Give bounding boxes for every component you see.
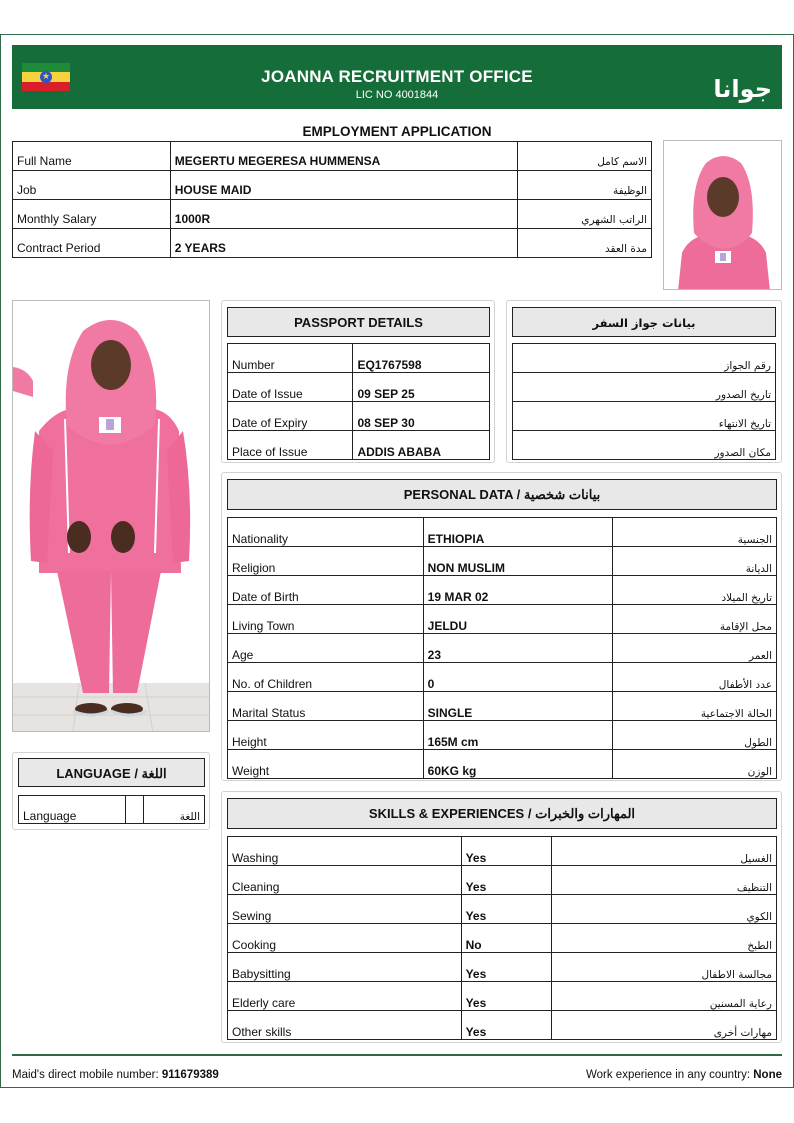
work-experience	[586, 1069, 782, 1081]
field-label-arabic: الاسم كامل	[518, 142, 652, 171]
field-value: 2 YEARS	[170, 229, 517, 258]
skill-label-arabic: مهارات أخرى	[552, 1011, 777, 1040]
table-row	[513, 344, 776, 373]
table-row	[228, 402, 490, 431]
field-label: Weight	[228, 750, 424, 779]
skill-value: Yes	[461, 895, 552, 924]
table-row	[228, 895, 777, 924]
field-label: Monthly Salary	[13, 200, 171, 229]
field-label-arabic: الديانة	[613, 547, 777, 576]
field-label: Place of Issue	[228, 431, 353, 460]
skill-label: Other skills	[228, 1011, 462, 1040]
passport-table-arabic	[512, 343, 776, 460]
skill-label-arabic: رعاية المسنين	[552, 982, 777, 1011]
field-value: NON MUSLIM	[423, 547, 613, 576]
skill-label: Cooking	[228, 924, 462, 953]
field-value: MEGERTU MEGERESA HUMMENSA	[170, 142, 517, 171]
field-label: Date of Birth	[228, 576, 424, 605]
field-value: 60KG kg	[423, 750, 613, 779]
field-value: 23	[423, 634, 613, 663]
language-value	[126, 796, 144, 824]
table-row	[228, 866, 777, 895]
field-value: EQ1767598	[353, 344, 490, 373]
language-label-arabic: اللغة	[144, 796, 205, 824]
office-name-arabic: جوانا	[713, 75, 772, 103]
passport-table	[227, 343, 490, 460]
skill-label: Elderly care	[228, 982, 462, 1011]
field-value: ADDIS ABABA	[353, 431, 490, 460]
portrait-photo	[663, 140, 782, 290]
field-label-arabic: مكان الصدور	[513, 431, 776, 460]
table-row	[228, 547, 777, 576]
table-row	[228, 953, 777, 982]
personal-data-panel	[221, 472, 782, 781]
table-row	[513, 402, 776, 431]
skills-title: SKILLS & EXPERIENCES / المهارات والخبرات	[227, 798, 777, 829]
field-label: Marital Status	[228, 692, 424, 721]
table-row	[513, 431, 776, 460]
passport-title: PASSPORT DETAILS	[227, 307, 490, 337]
language-panel	[12, 752, 210, 830]
mobile-number	[12, 1069, 219, 1081]
field-value: 165M cm	[423, 721, 613, 750]
field-label: Number	[228, 344, 353, 373]
skills-table	[227, 836, 777, 1040]
field-label: Religion	[228, 547, 424, 576]
license-number: LIC NO 4001844	[355, 89, 439, 101]
field-value: 0	[423, 663, 613, 692]
table-row	[228, 634, 777, 663]
field-label: Height	[228, 721, 424, 750]
field-label: Job	[13, 171, 171, 200]
table-row	[13, 200, 652, 229]
table-row	[228, 344, 490, 373]
field-label-arabic: العمر	[613, 634, 777, 663]
skill-label: Cleaning	[228, 866, 462, 895]
table-row	[228, 663, 777, 692]
field-label: Nationality	[228, 518, 424, 547]
header-bar	[12, 45, 782, 109]
field-value: 19 MAR 02	[423, 576, 613, 605]
table-row	[228, 982, 777, 1011]
table-row	[228, 750, 777, 779]
field-label: Living Town	[228, 605, 424, 634]
table-row	[228, 837, 777, 866]
skill-label-arabic: مجالسة الاطفال	[552, 953, 777, 982]
field-label-arabic: الحالة الاجتماعية	[613, 692, 777, 721]
table-row	[228, 1011, 777, 1040]
passport-panel	[221, 300, 495, 463]
field-label-arabic: تاريخ الميلاد	[613, 576, 777, 605]
field-label: Full Name	[13, 142, 171, 171]
personal-data-table	[227, 517, 777, 779]
skill-value: No	[461, 924, 552, 953]
skill-value: Yes	[461, 866, 552, 895]
skill-value: Yes	[461, 982, 552, 1011]
passport-title-arabic: بيانات جواز السفر	[512, 307, 776, 337]
skill-label-arabic: الكوي	[552, 895, 777, 924]
field-value: JELDU	[423, 605, 613, 634]
field-value: 09 SEP 25	[353, 373, 490, 402]
table-row	[228, 431, 490, 460]
experience-label: Work experience in any country:	[585, 1069, 751, 1081]
mobile-label: Maid's direct mobile number:	[12, 1069, 159, 1081]
field-label: Date of Expiry	[228, 402, 353, 431]
field-label: Age	[228, 634, 424, 663]
passport-panel-arabic	[506, 300, 782, 463]
language-table	[18, 795, 205, 824]
table-row	[13, 142, 652, 171]
field-label-arabic: تاريخ الانتهاء	[513, 402, 776, 431]
skill-label-arabic: الطبخ	[552, 924, 777, 953]
field-label-arabic: الجنسية	[613, 518, 777, 547]
experience-value: None	[753, 1069, 782, 1081]
table-row	[228, 605, 777, 634]
office-title: JOANNA RECRUITMENT OFFICE	[261, 67, 533, 86]
language-title: LANGUAGE / اللغة	[18, 758, 205, 787]
table-row	[228, 373, 490, 402]
field-value: 1000R	[170, 200, 517, 229]
table-row	[228, 692, 777, 721]
field-label-arabic: الراتب الشهري	[518, 200, 652, 229]
skill-label-arabic: التنظيف	[552, 866, 777, 895]
field-value: SINGLE	[423, 692, 613, 721]
table-row	[13, 171, 652, 200]
language-label: Language	[19, 796, 126, 824]
field-label-arabic: الطول	[613, 721, 777, 750]
table-row	[228, 576, 777, 605]
table-row	[19, 796, 205, 824]
table-row	[228, 924, 777, 953]
field-label: No. of Children	[228, 663, 424, 692]
field-label-arabic: تاريخ الصدور	[513, 373, 776, 402]
field-value: HOUSE MAID	[170, 171, 517, 200]
skill-value: Yes	[461, 837, 552, 866]
table-row	[13, 229, 652, 258]
field-label-arabic: عدد الأطفال	[613, 663, 777, 692]
footer-divider	[12, 1054, 782, 1056]
skills-panel	[221, 791, 782, 1043]
ethiopia-flag-icon: ★	[22, 63, 70, 91]
table-row	[228, 721, 777, 750]
full-body-photo	[12, 300, 210, 732]
field-label-arabic: محل الإقامة	[613, 605, 777, 634]
personal-data-title: PERSONAL DATA / بيانات شخصية	[227, 479, 777, 510]
field-value: 08 SEP 30	[353, 402, 490, 431]
skill-label-arabic: الغسيل	[552, 837, 777, 866]
skill-value: Yes	[461, 1011, 552, 1040]
field-value: ETHIOPIA	[423, 518, 613, 547]
field-label: Contract Period	[13, 229, 171, 258]
field-label-arabic: الوظيفة	[518, 171, 652, 200]
field-label: Date of Issue	[228, 373, 353, 402]
application-title: EMPLOYMENT APPLICATION	[302, 124, 492, 139]
skill-label: Washing	[228, 837, 462, 866]
mobile-value: 911679389	[161, 1069, 219, 1081]
field-label-arabic: مدة العقد	[518, 229, 652, 258]
table-row	[513, 373, 776, 402]
table-row	[228, 518, 777, 547]
summary-table	[12, 141, 652, 258]
field-label-arabic: الوزن	[613, 750, 777, 779]
skill-label: Babysitting	[228, 953, 462, 982]
field-label-arabic: رقم الجواز	[513, 344, 776, 373]
skill-value: Yes	[461, 953, 552, 982]
skill-label: Sewing	[228, 895, 462, 924]
